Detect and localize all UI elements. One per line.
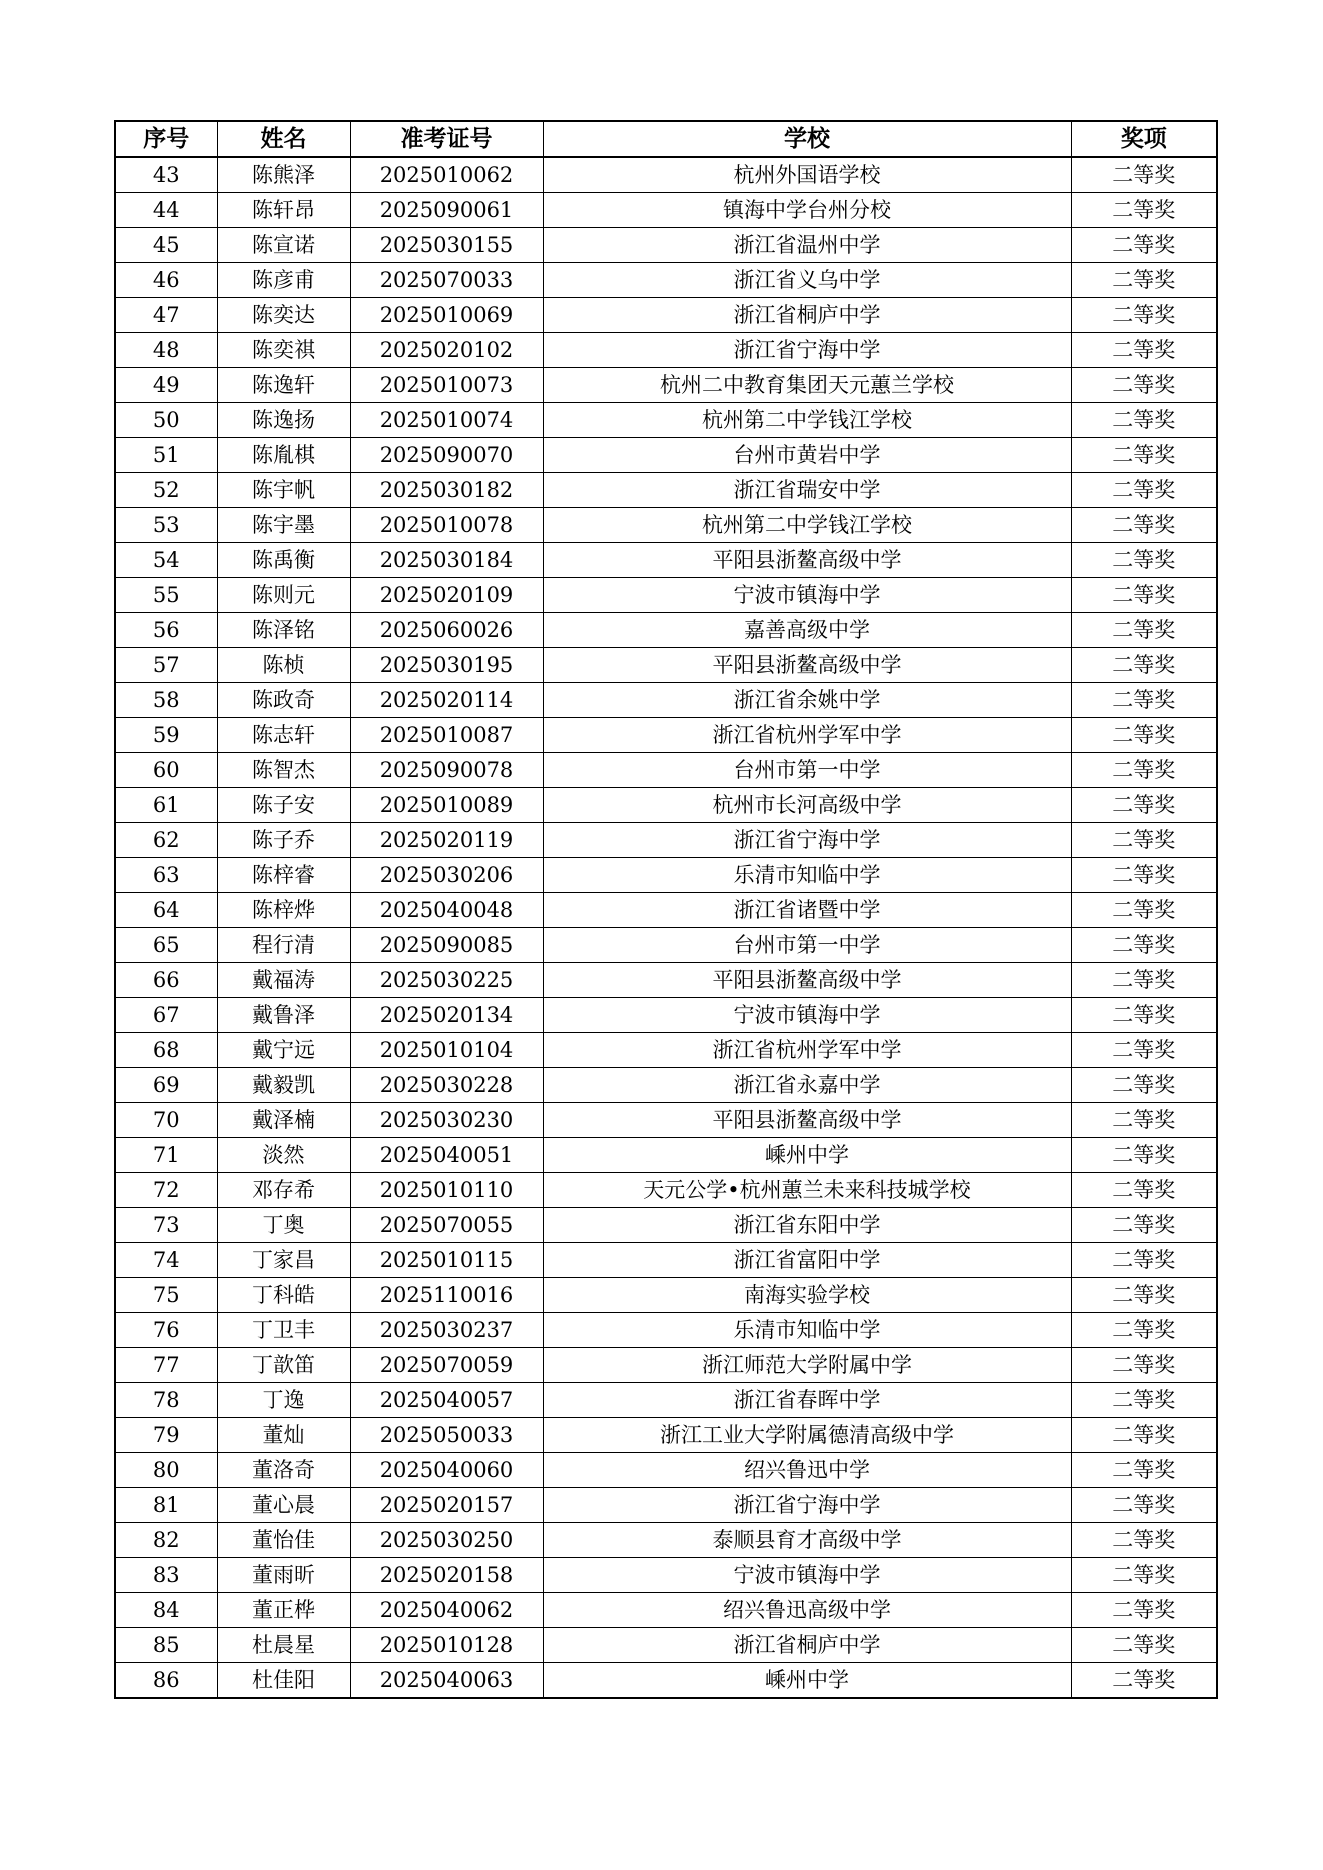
cell-name: 陈泽铭 [217,613,350,648]
cell-school: 平阳县浙鳌高级中学 [543,648,1071,683]
cell-award: 二等奖 [1071,1523,1217,1558]
cell-exam-id: 2025010062 [350,157,543,193]
table-row [115,1103,1217,1138]
cell-name: 陈子安 [217,788,350,823]
cell-number: 73 [115,1208,217,1243]
cell-school: 杭州市长河高级中学 [543,788,1071,823]
cell-name: 戴泽楠 [217,1103,350,1138]
cell-name: 陈志轩 [217,718,350,753]
cell-award: 二等奖 [1071,578,1217,613]
cell-school: 浙江省富阳中学 [543,1243,1071,1278]
cell-exam-id: 2025010074 [350,403,543,438]
cell-school: 镇海中学台州分校 [543,193,1071,228]
cell-exam-id: 2025090061 [350,193,543,228]
cell-exam-id: 2025050033 [350,1418,543,1453]
cell-number: 77 [115,1348,217,1383]
cell-number: 83 [115,1558,217,1593]
cell-number: 84 [115,1593,217,1628]
cell-award: 二等奖 [1071,998,1217,1033]
cell-name: 董正桦 [217,1593,350,1628]
cell-number: 44 [115,193,217,228]
cell-exam-id: 2025110016 [350,1278,543,1313]
cell-award: 二等奖 [1071,1383,1217,1418]
cell-exam-id: 2025020157 [350,1488,543,1523]
cell-name: 陈则元 [217,578,350,613]
table-row [115,1068,1217,1103]
award-list-table [114,120,1218,1699]
cell-exam-id: 2025010087 [350,718,543,753]
cell-name: 戴鲁泽 [217,998,350,1033]
cell-school: 浙江省桐庐中学 [543,298,1071,333]
cell-award: 二等奖 [1071,473,1217,508]
cell-name: 杜晨星 [217,1628,350,1663]
cell-award: 二等奖 [1071,403,1217,438]
cell-award: 二等奖 [1071,718,1217,753]
cell-number: 65 [115,928,217,963]
cell-number: 70 [115,1103,217,1138]
cell-exam-id: 2025070059 [350,1348,543,1383]
cell-name: 董怡佳 [217,1523,350,1558]
cell-award: 二等奖 [1071,263,1217,298]
cell-school: 台州市第一中学 [543,753,1071,788]
cell-award: 二等奖 [1071,1558,1217,1593]
cell-exam-id: 2025010104 [350,1033,543,1068]
cell-school: 杭州第二中学钱江学校 [543,508,1071,543]
cell-school: 平阳县浙鳌高级中学 [543,1103,1071,1138]
cell-school: 浙江省宁海中学 [543,1488,1071,1523]
cell-number: 58 [115,683,217,718]
cell-number: 61 [115,788,217,823]
cell-award: 二等奖 [1071,1593,1217,1628]
cell-name: 陈逸扬 [217,403,350,438]
cell-school: 南海实验学校 [543,1278,1071,1313]
cell-school: 浙江省温州中学 [543,228,1071,263]
header-row [115,121,1217,157]
cell-award: 二等奖 [1071,1313,1217,1348]
cell-school: 乐清市知临中学 [543,858,1071,893]
cell-award: 二等奖 [1071,368,1217,403]
cell-award: 二等奖 [1071,1418,1217,1453]
cell-name: 陈胤棋 [217,438,350,473]
cell-exam-id: 2025010115 [350,1243,543,1278]
cell-number: 72 [115,1173,217,1208]
table-row [115,1523,1217,1558]
cell-exam-id: 2025070055 [350,1208,543,1243]
cell-school: 浙江省春晖中学 [543,1383,1071,1418]
table-row [115,1033,1217,1068]
cell-exam-id: 2025090085 [350,928,543,963]
table-row [115,893,1217,928]
cell-school: 浙江省宁海中学 [543,333,1071,368]
cell-number: 79 [115,1418,217,1453]
cell-award: 二等奖 [1071,1278,1217,1313]
cell-number: 68 [115,1033,217,1068]
table-header [115,121,1217,157]
cell-school: 台州市第一中学 [543,928,1071,963]
cell-number: 81 [115,1488,217,1523]
cell-number: 46 [115,263,217,298]
header-number: 序号 [115,121,217,157]
cell-award: 二等奖 [1071,823,1217,858]
cell-number: 75 [115,1278,217,1313]
cell-school: 平阳县浙鳌高级中学 [543,543,1071,578]
cell-exam-id: 2025030225 [350,963,543,998]
cell-award: 二等奖 [1071,1138,1217,1173]
cell-school: 杭州二中教育集团天元蕙兰学校 [543,368,1071,403]
cell-name: 戴福涛 [217,963,350,998]
cell-name: 陈宇墨 [217,508,350,543]
cell-school: 浙江省义乌中学 [543,263,1071,298]
cell-school: 杭州外国语学校 [543,157,1071,193]
cell-exam-id: 2025040048 [350,893,543,928]
cell-exam-id: 2025030250 [350,1523,543,1558]
table-row [115,438,1217,473]
table-row [115,683,1217,718]
cell-school: 浙江省杭州学军中学 [543,718,1071,753]
cell-award: 二等奖 [1071,858,1217,893]
table-row [115,543,1217,578]
cell-award: 二等奖 [1071,1208,1217,1243]
header-school: 学校 [543,121,1071,157]
cell-school: 宁波市镇海中学 [543,578,1071,613]
table-row [115,333,1217,368]
table-body [115,157,1217,1698]
header-award: 奖项 [1071,121,1217,157]
table-row [115,1208,1217,1243]
table-row [115,998,1217,1033]
cell-name: 董洛奇 [217,1453,350,1488]
table-row [115,1243,1217,1278]
cell-name: 陈智杰 [217,753,350,788]
cell-exam-id: 2025030228 [350,1068,543,1103]
table-row [115,1313,1217,1348]
cell-exam-id: 2025010110 [350,1173,543,1208]
cell-name: 陈宇帆 [217,473,350,508]
cell-exam-id: 2025040051 [350,1138,543,1173]
cell-award: 二等奖 [1071,1348,1217,1383]
cell-school: 嵊州中学 [543,1138,1071,1173]
cell-award: 二等奖 [1071,1068,1217,1103]
cell-number: 51 [115,438,217,473]
header-exam-id: 准考证号 [350,121,543,157]
cell-award: 二等奖 [1071,1243,1217,1278]
table-row [115,298,1217,333]
cell-school: 天元公学•杭州蕙兰未来科技城学校 [543,1173,1071,1208]
cell-exam-id: 2025030206 [350,858,543,893]
cell-name: 陈桢 [217,648,350,683]
cell-name: 陈禹衡 [217,543,350,578]
cell-school: 浙江省桐庐中学 [543,1628,1071,1663]
cell-award: 二等奖 [1071,1103,1217,1138]
cell-school: 泰顺县育才高级中学 [543,1523,1071,1558]
cell-number: 60 [115,753,217,788]
table-row [115,508,1217,543]
table-row [115,368,1217,403]
cell-name: 丁逸 [217,1383,350,1418]
cell-exam-id: 2025010078 [350,508,543,543]
cell-award: 二等奖 [1071,928,1217,963]
cell-award: 二等奖 [1071,193,1217,228]
cell-number: 71 [115,1138,217,1173]
cell-name: 丁歆笛 [217,1348,350,1383]
cell-name: 程行清 [217,928,350,963]
cell-exam-id: 2025020102 [350,333,543,368]
table-row [115,1663,1217,1699]
cell-exam-id: 2025030155 [350,228,543,263]
cell-exam-id: 2025020119 [350,823,543,858]
cell-name: 陈奕祺 [217,333,350,368]
table-row [115,613,1217,648]
table-row [115,157,1217,193]
table-row [115,193,1217,228]
cell-exam-id: 2025020134 [350,998,543,1033]
table-row [115,1418,1217,1453]
table-row [115,403,1217,438]
table-row [115,1278,1217,1313]
cell-exam-id: 2025060026 [350,613,543,648]
cell-name: 陈逸轩 [217,368,350,403]
cell-exam-id: 2025030230 [350,1103,543,1138]
cell-exam-id: 2025010069 [350,298,543,333]
cell-school: 台州市黄岩中学 [543,438,1071,473]
cell-award: 二等奖 [1071,1453,1217,1488]
cell-name: 杜佳阳 [217,1663,350,1699]
cell-exam-id: 2025030184 [350,543,543,578]
table-row [115,578,1217,613]
cell-exam-id: 2025020114 [350,683,543,718]
cell-name: 陈熊泽 [217,157,350,193]
cell-name: 丁卫丰 [217,1313,350,1348]
cell-number: 57 [115,648,217,683]
table-row [115,858,1217,893]
cell-name: 陈彦甫 [217,263,350,298]
cell-exam-id: 2025020158 [350,1558,543,1593]
cell-name: 董灿 [217,1418,350,1453]
table-row [115,1383,1217,1418]
cell-exam-id: 2025010073 [350,368,543,403]
cell-exam-id: 2025090070 [350,438,543,473]
cell-school: 浙江省东阳中学 [543,1208,1071,1243]
cell-name: 戴毅凯 [217,1068,350,1103]
cell-school: 浙江省宁海中学 [543,823,1071,858]
cell-school: 乐清市知临中学 [543,1313,1071,1348]
table-row [115,718,1217,753]
table-row [115,963,1217,998]
cell-award: 二等奖 [1071,1488,1217,1523]
cell-number: 66 [115,963,217,998]
cell-school: 宁波市镇海中学 [543,1558,1071,1593]
cell-award: 二等奖 [1071,1663,1217,1699]
cell-award: 二等奖 [1071,648,1217,683]
cell-exam-id: 2025090078 [350,753,543,788]
cell-name: 淡然 [217,1138,350,1173]
cell-name: 董雨昕 [217,1558,350,1593]
table-row [115,263,1217,298]
cell-name: 陈奕达 [217,298,350,333]
cell-number: 43 [115,157,217,193]
cell-number: 62 [115,823,217,858]
cell-school: 浙江工业大学附属德清高级中学 [543,1418,1071,1453]
cell-number: 56 [115,613,217,648]
table-row [115,228,1217,263]
table-row [115,823,1217,858]
cell-name: 董心晨 [217,1488,350,1523]
header-name: 姓名 [217,121,350,157]
cell-number: 49 [115,368,217,403]
cell-number: 78 [115,1383,217,1418]
table-row [115,1628,1217,1663]
table-row [115,648,1217,683]
cell-name: 陈子乔 [217,823,350,858]
cell-number: 64 [115,893,217,928]
cell-award: 二等奖 [1071,613,1217,648]
cell-school: 绍兴鲁迅中学 [543,1453,1071,1488]
cell-award: 二等奖 [1071,543,1217,578]
cell-award: 二等奖 [1071,1628,1217,1663]
cell-school: 杭州第二中学钱江学校 [543,403,1071,438]
cell-name: 陈轩昂 [217,193,350,228]
cell-award: 二等奖 [1071,1033,1217,1068]
cell-number: 76 [115,1313,217,1348]
cell-school: 平阳县浙鳌高级中学 [543,963,1071,998]
cell-school: 宁波市镇海中学 [543,998,1071,1033]
cell-number: 67 [115,998,217,1033]
table-row [115,928,1217,963]
cell-award: 二等奖 [1071,333,1217,368]
cell-number: 55 [115,578,217,613]
table-row [115,1348,1217,1383]
cell-number: 50 [115,403,217,438]
cell-number: 45 [115,228,217,263]
cell-award: 二等奖 [1071,157,1217,193]
cell-number: 54 [115,543,217,578]
cell-name: 丁奥 [217,1208,350,1243]
table-row [115,1453,1217,1488]
cell-name: 邓存希 [217,1173,350,1208]
cell-name: 丁科皓 [217,1278,350,1313]
cell-name: 陈梓睿 [217,858,350,893]
cell-award: 二等奖 [1071,438,1217,473]
cell-number: 63 [115,858,217,893]
cell-exam-id: 2025040060 [350,1453,543,1488]
cell-number: 52 [115,473,217,508]
cell-number: 59 [115,718,217,753]
cell-number: 74 [115,1243,217,1278]
cell-school: 嵊州中学 [543,1663,1071,1699]
cell-school: 嘉善高级中学 [543,613,1071,648]
cell-number: 69 [115,1068,217,1103]
cell-exam-id: 2025030195 [350,648,543,683]
cell-award: 二等奖 [1071,963,1217,998]
cell-exam-id: 2025030237 [350,1313,543,1348]
table-row [115,1138,1217,1173]
cell-award: 二等奖 [1071,788,1217,823]
cell-exam-id: 2025070033 [350,263,543,298]
cell-number: 82 [115,1523,217,1558]
cell-school: 浙江省诸暨中学 [543,893,1071,928]
cell-school: 浙江省永嘉中学 [543,1068,1071,1103]
table-row [115,473,1217,508]
cell-school: 浙江省杭州学军中学 [543,1033,1071,1068]
table-row [115,1593,1217,1628]
cell-school: 绍兴鲁迅高级中学 [543,1593,1071,1628]
table-row [115,1173,1217,1208]
cell-number: 80 [115,1453,217,1488]
cell-award: 二等奖 [1071,753,1217,788]
cell-exam-id: 2025010128 [350,1628,543,1663]
cell-exam-id: 2025010089 [350,788,543,823]
cell-name: 丁家昌 [217,1243,350,1278]
cell-name: 陈宣诺 [217,228,350,263]
cell-award: 二等奖 [1071,298,1217,333]
cell-name: 戴宁远 [217,1033,350,1068]
cell-school: 浙江师范大学附属中学 [543,1348,1071,1383]
cell-award: 二等奖 [1071,1173,1217,1208]
cell-number: 48 [115,333,217,368]
table-row [115,788,1217,823]
cell-award: 二等奖 [1071,508,1217,543]
cell-award: 二等奖 [1071,228,1217,263]
cell-award: 二等奖 [1071,683,1217,718]
cell-award: 二等奖 [1071,893,1217,928]
table-row [115,1558,1217,1593]
table-row [115,1488,1217,1523]
cell-number: 53 [115,508,217,543]
cell-number: 85 [115,1628,217,1663]
cell-exam-id: 2025040063 [350,1663,543,1699]
cell-exam-id: 2025040057 [350,1383,543,1418]
cell-exam-id: 2025040062 [350,1593,543,1628]
cell-school: 浙江省瑞安中学 [543,473,1071,508]
cell-number: 47 [115,298,217,333]
cell-exam-id: 2025020109 [350,578,543,613]
cell-name: 陈政奇 [217,683,350,718]
cell-school: 浙江省余姚中学 [543,683,1071,718]
cell-number: 86 [115,1663,217,1699]
table-row [115,753,1217,788]
cell-name: 陈梓烨 [217,893,350,928]
cell-exam-id: 2025030182 [350,473,543,508]
